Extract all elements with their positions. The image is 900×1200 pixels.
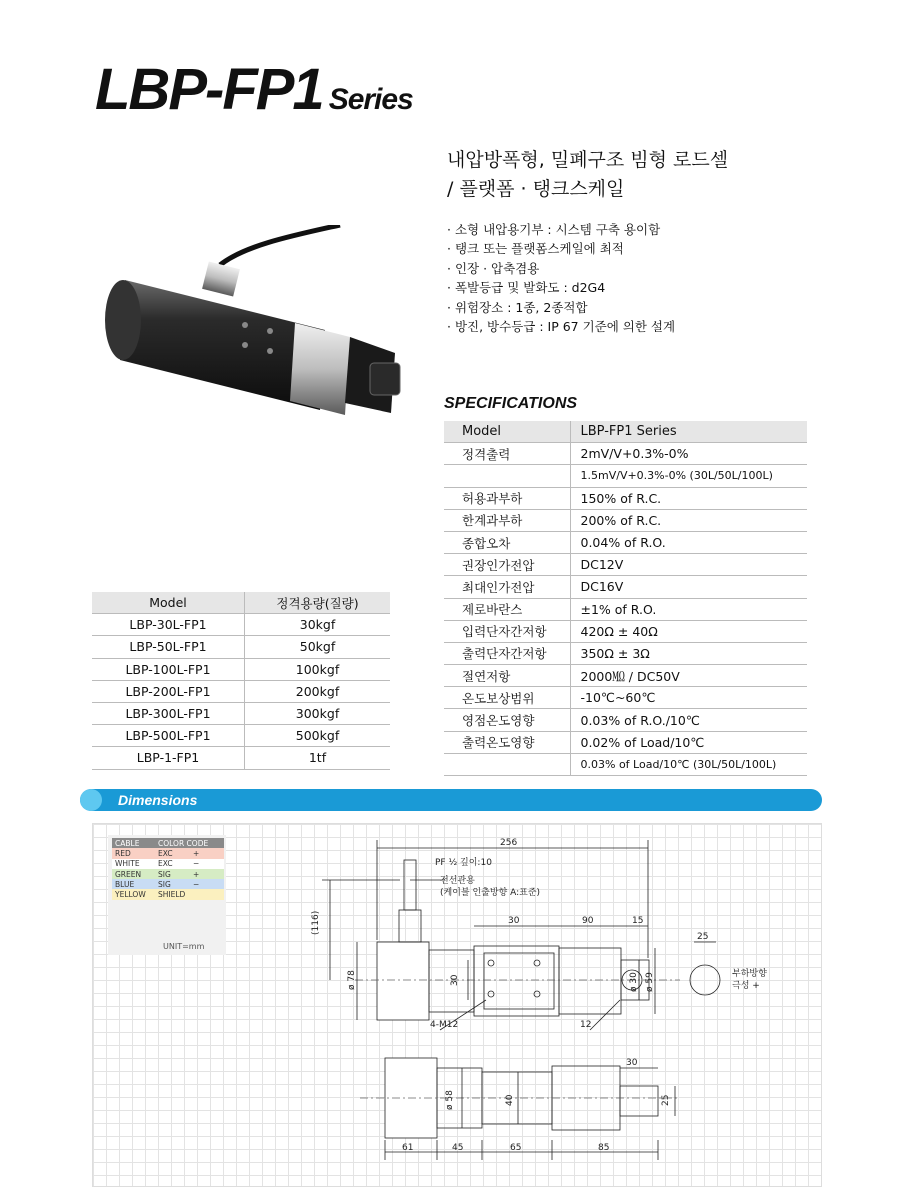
model-name: LBP-500L-FP1 <box>92 725 245 747</box>
model-capacity: 1tf <box>245 747 391 769</box>
model-capacity: 300kgf <box>245 702 391 724</box>
spec-key: 절연저항 <box>444 665 570 687</box>
wire-sign: − <box>193 859 200 869</box>
spec-header-key: Model <box>444 421 570 443</box>
feature-item: · 인장 · 압축겸용 <box>447 260 540 276</box>
model-name: LBP-300L-FP1 <box>92 702 245 724</box>
spec-header-value: LBP-FP1 Series <box>570 421 807 443</box>
wire-signal: EXC <box>158 859 173 869</box>
dim-bottom-45: 45 <box>452 1143 464 1153</box>
feature-item: · 위험장소 : 1종, 2종적합 <box>447 299 588 315</box>
wire-color: WHITE <box>115 859 140 869</box>
title-suffix: Series <box>328 83 413 116</box>
wire-signal: SIG <box>158 869 171 879</box>
model-capacity: 500kgf <box>245 725 391 747</box>
spec-value: 1.5mV/V+0.3%-0% (30L/50L/100L) <box>570 465 807 487</box>
spec-key: 영점온도영향 <box>444 709 570 731</box>
dim-bottom-61: 61 <box>402 1143 414 1153</box>
model-name: LBP-100L-FP1 <box>92 658 245 680</box>
spec-value: 420Ω ± 40Ω <box>570 620 807 642</box>
spec-value: -10℃~60℃ <box>570 687 807 709</box>
wire-signal: EXC <box>158 848 173 858</box>
wire-sign: + <box>193 848 200 858</box>
spec-value: 2mV/V+0.3%-0% <box>570 443 807 465</box>
dim-height-25: 25 <box>661 1094 671 1106</box>
load-direction-label: 부하방향 <box>732 969 767 979</box>
capacity-header: 정격용량(질량) <box>245 592 391 614</box>
spec-value: 0.03% of Load/10℃ (30L/50L/100L) <box>570 753 807 775</box>
polarity-label: 극성 + <box>732 981 760 991</box>
wire-color: BLUE <box>115 879 135 889</box>
spec-value: 0.04% of R.O. <box>570 531 807 553</box>
spec-key: 정격출력 <box>444 443 570 465</box>
wire-color: YELLOW <box>115 890 146 900</box>
unit-label: UNIT=mm <box>163 942 205 951</box>
subtitle-line-2: / 플랫폼 · 탱크스케일 <box>447 178 625 200</box>
dim-m12: 4-M12 <box>430 1020 459 1030</box>
title-main: LBP-FP1 <box>95 57 323 122</box>
dim-width-90: 90 <box>582 916 594 926</box>
dim-width-25: 25 <box>697 932 709 942</box>
dim-total: 256 <box>500 838 518 848</box>
spec-value: 2000㏁ / DC50V <box>570 665 807 687</box>
spec-key: 한계과부하 <box>444 509 570 531</box>
dim-dia-59: ø 59 <box>645 972 655 992</box>
dim-width-30: 30 <box>508 916 520 926</box>
cable-header: CABLE <box>112 838 155 848</box>
wire-sign: + <box>193 869 200 879</box>
model-name: LBP-200L-FP1 <box>92 680 245 702</box>
subtitle-line-1: 내압방폭형, 밀폐구조 빔형 로드셀 <box>447 149 729 171</box>
dim-pf: PF ½ 깊이:10 <box>435 858 492 868</box>
dimensions-heading: Dimensions <box>118 792 198 808</box>
dim-bottom-65: 65 <box>510 1143 522 1153</box>
dim-height-116: (116) <box>311 910 321 935</box>
model-capacity: 30kgf <box>245 614 391 636</box>
model-header: Model <box>92 592 245 614</box>
spec-value: 350Ω ± 3Ω <box>570 642 807 664</box>
spec-key: 허용과부하 <box>444 487 570 509</box>
wire-sign: − <box>193 879 200 889</box>
spec-key: 출력단자간저항 <box>444 642 570 664</box>
color-code-header: COLOR CODE <box>155 838 224 848</box>
dim-dia-78: ø 78 <box>347 970 357 990</box>
dim-width-15: 15 <box>632 916 644 926</box>
dim-12: 12 <box>580 1020 592 1030</box>
model-capacity: 100kgf <box>245 658 391 680</box>
model-name: LBP-30L-FP1 <box>92 614 245 636</box>
feature-item: · 탱크 또는 플랫폼스케일에 최적 <box>447 241 624 257</box>
spec-key: 종합오차 <box>444 531 570 553</box>
dim-dia-58: ø 58 <box>445 1090 455 1110</box>
spec-value: DC12V <box>570 554 807 576</box>
wire-signal: SHIELD <box>158 890 186 900</box>
spec-key: 출력온도영향 <box>444 731 570 753</box>
spec-key: 권장인가전압 <box>444 554 570 576</box>
spec-value: 0.03% of R.O./10℃ <box>570 709 807 731</box>
spec-key: 입력단자간저항 <box>444 620 570 642</box>
spec-value: 0.02% of Load/10℃ <box>570 731 807 753</box>
spec-key: 제로바란스 <box>444 598 570 620</box>
dim-height-30: 30 <box>450 974 460 986</box>
model-name: LBP-1-FP1 <box>92 747 245 769</box>
model-name: LBP-50L-FP1 <box>92 636 245 658</box>
dim-dia-30: ø 30 <box>629 972 639 992</box>
wire-signal: SIG <box>158 879 171 889</box>
feature-item: · 방진, 방수등급 : IP 67 기준에 의한 설계 <box>447 319 676 335</box>
feature-item: · 소형 내압용기부 : 시스템 구축 용이함 <box>447 222 661 237</box>
spec-key: 최대인가전압 <box>444 576 570 598</box>
dim-bottom-85: 85 <box>598 1143 610 1153</box>
spec-key: 온도보상범위 <box>444 687 570 709</box>
spec-value: 200% of R.C. <box>570 509 807 531</box>
wire-color: RED <box>115 848 131 858</box>
dim-conduit-note: (케이블 인출방향 A:표준) <box>440 888 541 898</box>
feature-item: · 폭발등급 및 발화도 : d2G4 <box>447 280 606 296</box>
dim-conduit: 전선관용 <box>440 876 475 886</box>
wire-color: GREEN <box>115 869 142 879</box>
dim-top-30: 30 <box>626 1058 638 1068</box>
model-capacity: 50kgf <box>245 636 391 658</box>
spec-value: 150% of R.C. <box>570 487 807 509</box>
spec-value: DC16V <box>570 576 807 598</box>
specifications-heading: SPECIFICATIONS <box>444 395 578 412</box>
spec-value: ±1% of R.O. <box>570 598 807 620</box>
model-capacity: 200kgf <box>245 680 391 702</box>
dim-height-40: 40 <box>505 1094 515 1106</box>
